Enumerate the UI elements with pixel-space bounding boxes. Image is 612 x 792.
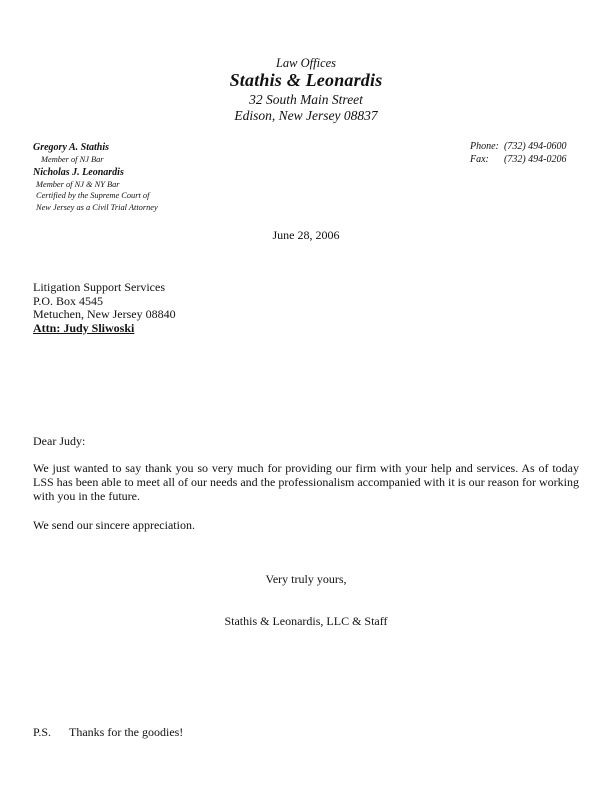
salutation: Dear Judy:: [33, 434, 86, 448]
postscript: [33, 725, 183, 740]
contact-block: [470, 140, 590, 166]
phone-number: (732) 494-0600: [504, 141, 567, 152]
body-paragraph: We send our sincere appreciation.: [33, 518, 195, 532]
recipient-line: Metuchen, New Jersey 08840: [33, 307, 176, 321]
attorney-name: Nicholas J. Leonardis: [33, 166, 124, 178]
firm-address-line2: Edison, New Jersey 08837: [234, 108, 378, 123]
valediction: Very truly yours,: [265, 572, 347, 586]
fax-row: [470, 153, 590, 166]
firm-name: Stathis & Leonardis: [229, 70, 383, 90]
attorney-credential: New Jersey as a Civil Trial Attorney: [36, 202, 158, 212]
fax-number: (732) 494-0206: [504, 154, 567, 165]
attorney-credential: Member of NJ & NY Bar: [36, 179, 120, 189]
recipient-line: P.O. Box 4545: [33, 293, 104, 308]
fax-label: Fax:: [470, 154, 489, 165]
signature: Stathis & Leonardis, LLC & Staff: [224, 614, 388, 628]
body-paragraph: We just wanted to say thank you so very much for providing our firm with your help and services. As of today LSS has been able to meet all of our needs and the professionalism accompanied with it is our reason for working with you in the future.: [33, 461, 579, 503]
phone-row: [470, 140, 590, 153]
phone-label: Phone:: [470, 141, 499, 152]
attorney-list: [33, 141, 263, 213]
recipient-address: [33, 281, 176, 335]
attorney-name: Gregory A. Stathis: [33, 142, 110, 153]
attorney-credential: Certified by the Supreme Court of: [36, 191, 150, 200]
postscript-text: Thanks for the goodies!: [69, 725, 184, 739]
attorney-credential: Member of NJ Bar: [41, 155, 104, 164]
recipient-line: Litigation Support Services: [33, 280, 165, 294]
recipient-attn: Attn: Judy Sliwoski: [33, 320, 135, 335]
postscript-label: P.S.: [33, 725, 52, 739]
letterhead-heading: Law Offices: [275, 56, 337, 70]
letter-date: June 28, 2006: [272, 228, 340, 242]
firm-address-line1: 32 South Main Street: [249, 92, 363, 107]
